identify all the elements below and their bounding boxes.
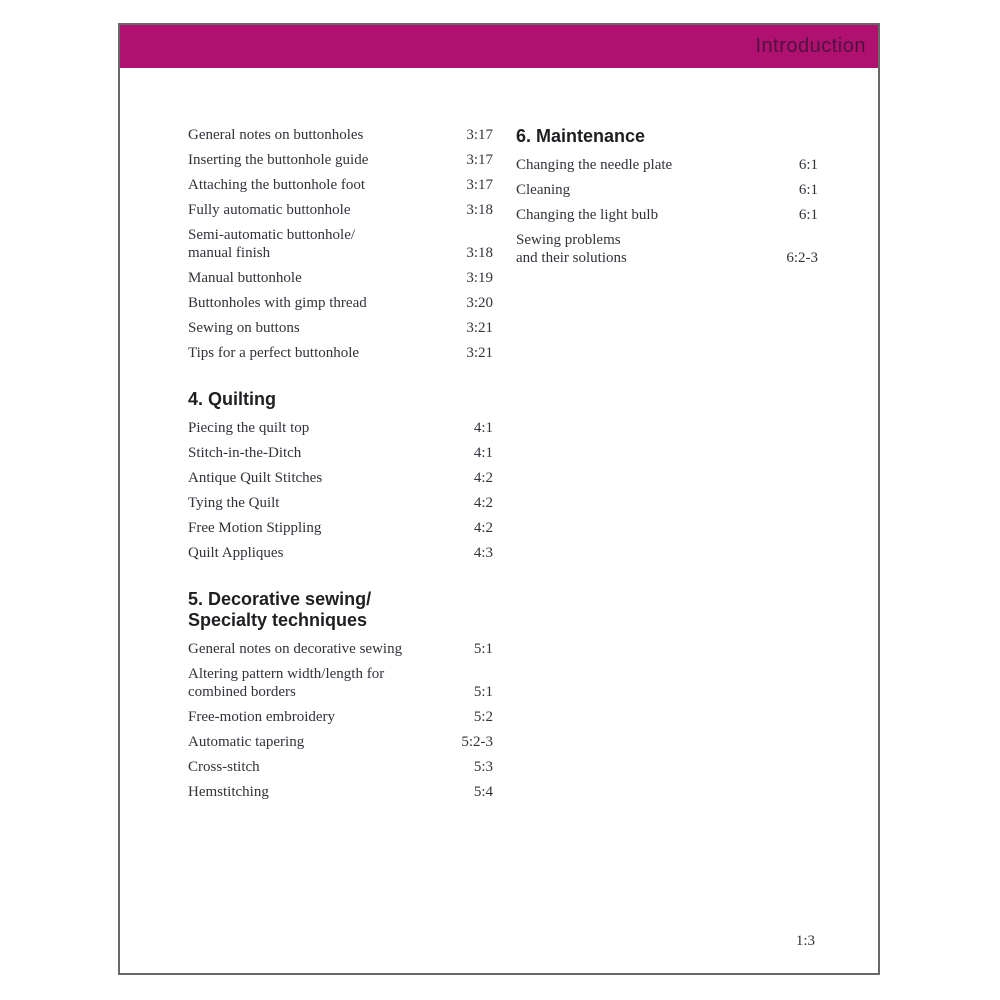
toc-entry-page-ref: 3:17 [466, 177, 493, 193]
toc-entry-page-ref: 4:1 [473, 445, 493, 461]
toc-entry-label: Changing the needle plate [516, 157, 673, 173]
toc-entry [188, 758, 493, 776]
toc-entry [516, 181, 818, 199]
toc-entry [188, 201, 493, 219]
toc-entry-label: Inserting the buttonhole guide [188, 152, 369, 168]
toc-entry [188, 294, 493, 312]
toc-entry [188, 708, 493, 726]
toc-entry-label: Semi-automatic buttonhole/ manual finish [188, 227, 356, 261]
toc-entry-label: Changing the light bulb [516, 207, 659, 223]
toc-entry-page-ref: 4:2 [473, 470, 493, 486]
toc-entry-label: Fully automatic buttonhole [188, 202, 351, 218]
toc-entry-label: Cross-stitch [188, 759, 260, 775]
toc-entry-label: Attaching the buttonhole foot [188, 177, 366, 193]
toc-entry-label: Tips for a perfect buttonhole [188, 345, 360, 361]
toc-entry-page-ref: 6:1 [798, 157, 818, 173]
toc-entry [188, 494, 493, 512]
toc-entry-label: Cleaning [516, 182, 571, 198]
toc-entry-label: Sewing on buttons [188, 320, 300, 336]
toc-entry-page-ref: 5:3 [473, 759, 493, 775]
toc-entry [188, 469, 493, 487]
page-footer [796, 933, 815, 950]
toc-entry-page-ref: 4:1 [473, 420, 493, 436]
toc-entry-label: Stitch-in-the-Ditch [188, 445, 302, 461]
section-heading: 6. Maintenance [516, 126, 646, 146]
toc-entry-page-ref: 5:1 [473, 684, 493, 700]
toc-entry-page-ref: 3:17 [466, 152, 493, 168]
toc-entry-label: Automatic tapering [188, 734, 305, 750]
toc-entry-page-ref: 3:21 [466, 320, 493, 336]
table-of-contents [120, 68, 878, 808]
toc-entry [188, 151, 493, 169]
toc-entry-label: Tying the Quilt [188, 495, 280, 511]
toc-entry [188, 269, 493, 287]
toc-column-right [516, 126, 818, 808]
toc-entry [516, 231, 818, 267]
toc-entry [188, 519, 493, 537]
toc-entry-label: General notes on buttonholes [188, 127, 364, 143]
toc-entry [188, 544, 493, 562]
toc-entry [188, 733, 493, 751]
toc-entry-page-ref: 5:2-3 [461, 734, 493, 750]
toc-entry [188, 444, 493, 462]
toc-entry-page-ref: 3:18 [466, 245, 493, 261]
toc-entry-page-ref: 5:1 [473, 641, 493, 657]
toc-entry-label: Quilt Appliques [188, 545, 284, 561]
toc-entry [188, 344, 493, 362]
toc-entry-label: Sewing problems and their solutions [516, 232, 627, 266]
toc-entry [188, 176, 493, 194]
toc-entry-page-ref: 6:1 [798, 182, 818, 198]
page-title: Introduction [755, 35, 866, 57]
toc-entry-label: Buttonholes with gimp thread [188, 295, 367, 311]
toc-entry-label: Free Motion Stippling [188, 520, 322, 536]
toc-entry-page-ref: 4:2 [473, 495, 493, 511]
toc-entry [188, 783, 493, 801]
toc-entry-page-ref: 3:17 [466, 127, 493, 143]
toc-entry [188, 640, 493, 658]
toc-entry-page-ref: 3:18 [466, 202, 493, 218]
toc-entry-page-ref: 3:21 [466, 345, 493, 361]
section-heading: 5. Decorative sewing/ Specialty techniques [188, 589, 372, 630]
toc-entry-page-ref: 6:1 [798, 207, 818, 223]
section-heading: 4. Quilting [188, 389, 276, 409]
manual-page [118, 23, 880, 975]
toc-entry [188, 319, 493, 337]
toc-entry-label: General notes on decorative sewing [188, 641, 403, 657]
toc-column-left [188, 126, 493, 808]
toc-entry-page-ref: 4:2 [473, 520, 493, 536]
toc-entry [516, 206, 818, 224]
toc-entry-page-ref: 5:2 [473, 709, 493, 725]
toc-entry [188, 665, 493, 701]
page-number: 1:3 [795, 933, 815, 949]
toc-entry-label: Free-motion embroidery [188, 709, 336, 725]
toc-entry [516, 156, 818, 174]
toc-entry-label: Altering pattern width/length for combined borders [188, 666, 385, 700]
toc-entry-label: Hemstitching [188, 784, 269, 800]
toc-entry-label: Manual buttonhole [188, 270, 302, 286]
toc-entry-page-ref: 6:2-3 [786, 250, 818, 266]
header-bar [120, 25, 878, 68]
toc-entry [188, 419, 493, 437]
toc-entry-page-ref: 3:20 [466, 295, 493, 311]
toc-entry [188, 126, 493, 144]
toc-entry-label: Piecing the quilt top [188, 420, 310, 436]
toc-entry-page-ref: 4:3 [473, 545, 493, 561]
toc-entry [188, 226, 493, 262]
toc-entry-page-ref: 5:4 [473, 784, 493, 800]
toc-entry-page-ref: 3:19 [466, 270, 493, 286]
toc-entry-label: Antique Quilt Stitches [188, 470, 323, 486]
